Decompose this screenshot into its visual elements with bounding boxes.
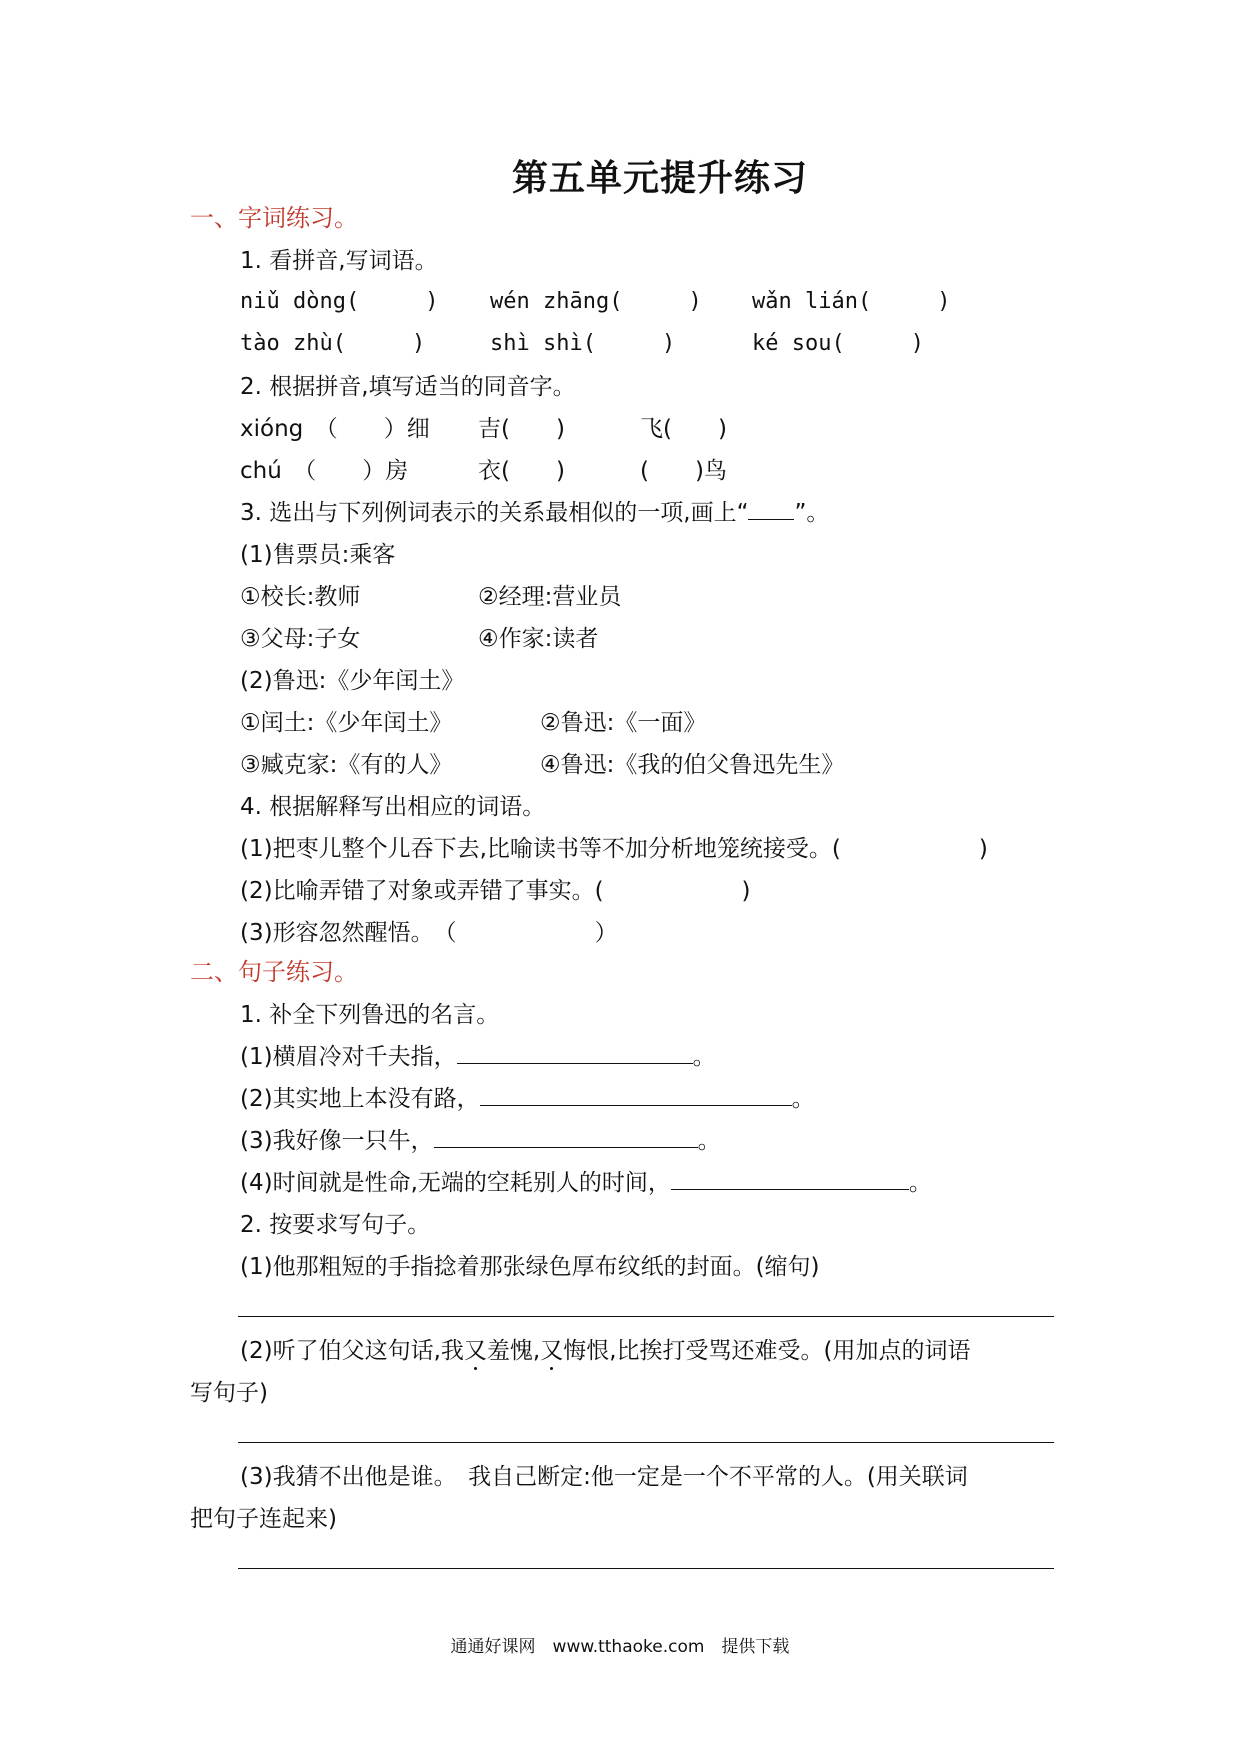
q3-part2-stem: (2)鲁迅:《少年闰土》 (240, 668, 465, 694)
rewrite-item-2-part-a: (2)听了伯父这句话,我 (240, 1338, 464, 1364)
quote-item-4 (240, 1164, 932, 1197)
quote-item-1 (240, 1038, 716, 1071)
answer-line-3 (238, 1568, 1054, 1569)
q3-part2-opt4: ④鲁迅:《我的伯父鲁迅先生》 (540, 752, 845, 778)
dotted-word-2: 又 (540, 1338, 564, 1364)
rewrite-item-2 (240, 1332, 971, 1365)
homophone-row1-a: xióng （ ）细 (240, 416, 430, 442)
quote-item-4-blank (671, 1167, 909, 1190)
section-heading-vocabulary: 一、字词练习。 (190, 204, 358, 232)
homophone-row2-a: chú （ ）房 (240, 458, 409, 484)
homophone-row2-b: 衣( ) (478, 458, 565, 484)
rewrite-item-2-wrap: 写句子) (190, 1380, 268, 1406)
quote-item-3-text: (3)我好像一只牛， (240, 1128, 434, 1154)
q3-part2-opt2: ②鲁迅:《一面》 (540, 710, 707, 736)
dotted-word-1: 又 (463, 1338, 487, 1364)
q2-prompt: 2. 根据拼音,填写适当的同音字。 (240, 374, 576, 400)
q4-prompt: 4. 根据解释写出相应的词语。 (240, 794, 546, 820)
quote-item-2 (240, 1080, 815, 1113)
q4-item-1: (1)把枣儿整个儿吞下去,比喻读书等不加分析地笼统接受。( ) (240, 836, 988, 862)
quote-item-4-end: 。 (908, 1170, 932, 1196)
quote-item-4-text: (4)时间就是性命,无端的空耗别人的时间， (240, 1170, 671, 1196)
quote-prompt: 1. 补全下列鲁迅的名言。 (240, 1002, 500, 1028)
pinyin-item-2: wén zhāng( ) (490, 289, 702, 314)
q3-part2-opt1: ①闰土:《少年闰土》 (240, 710, 453, 736)
rewrite-item-3-wrap: 把句子连起来) (190, 1506, 337, 1532)
quote-item-2-text: (2)其实地上本没有路， (240, 1086, 480, 1112)
q3-prompt-text: 3. 选出与下列例词表示的关系最相似的一项,画上“ (240, 500, 749, 526)
rewrite-prompt: 2. 按要求写句子。 (240, 1212, 431, 1238)
quote-item-3 (240, 1122, 721, 1155)
quote-item-2-blank (480, 1083, 792, 1106)
homophone-row1-c: 飞( ) (640, 416, 727, 442)
q1-prompt: 1. 看拼音,写词语。 (240, 248, 438, 274)
q3-part1-opt4: ④作家:读者 (478, 626, 599, 652)
q3-underline-sample (748, 497, 794, 520)
answer-line-1 (238, 1316, 1054, 1317)
pinyin-item-6: ké sou( ) (752, 331, 924, 356)
q3-prompt-end: ”。 (794, 500, 830, 526)
rewrite-item-1: (1)他那粗短的手指捻着那张绿色厚布纹纸的封面。(缩句) (240, 1254, 820, 1280)
quote-item-1-end: 。 (692, 1044, 716, 1070)
quote-item-3-end: 。 (697, 1128, 721, 1154)
pinyin-item-1: niǔ dòng( ) (240, 289, 439, 314)
pinyin-item-3: wǎn lián( ) (752, 289, 951, 314)
footer-source: 通通好课网 www.tthaoke.com 提供下载 (450, 1637, 790, 1657)
q3-part1-stem: (1)售票员:乘客 (240, 542, 396, 568)
q3-prompt (240, 494, 829, 527)
q3-part1-opt2: ②经理:营业员 (478, 584, 622, 610)
q4-item-2: (2)比喻弄错了对象或弄错了事实。( ) (240, 878, 751, 904)
section-heading-sentences: 二、句子练习。 (190, 958, 358, 986)
homophone-row1-b: 吉( ) (478, 416, 565, 442)
rewrite-item-3: (3)我猜不出他是谁。 我自己断定:他一定是一个不平常的人。(用关联词 (240, 1464, 968, 1490)
answer-line-2 (238, 1442, 1054, 1443)
q3-part1-opt1: ①校长:教师 (240, 584, 361, 610)
quote-item-1-blank (457, 1041, 693, 1064)
rewrite-item-2-part-e: 悔恨,比挨打受骂还难受。(用加点的词语 (563, 1338, 971, 1364)
q3-part2-opt3: ③臧克家:《有的人》 (240, 752, 453, 778)
quote-item-2-end: 。 (791, 1086, 815, 1112)
rewrite-item-2-part-c: 羞愧, (486, 1338, 541, 1364)
quote-item-3-blank (434, 1125, 698, 1148)
pinyin-item-5: shì shì( ) (490, 331, 676, 356)
homophone-row2-c: ( )鸟 (640, 458, 727, 484)
page-title: 第五单元提升练习 (511, 157, 808, 199)
pinyin-item-4: tào zhù( ) (240, 331, 426, 356)
quote-item-1-text: (1)横眉冷对千夫指， (240, 1044, 457, 1070)
q4-item-3: (3)形容忽然醒悟。 （ ） (240, 920, 618, 946)
q3-part1-opt3: ③父母:子女 (240, 626, 361, 652)
